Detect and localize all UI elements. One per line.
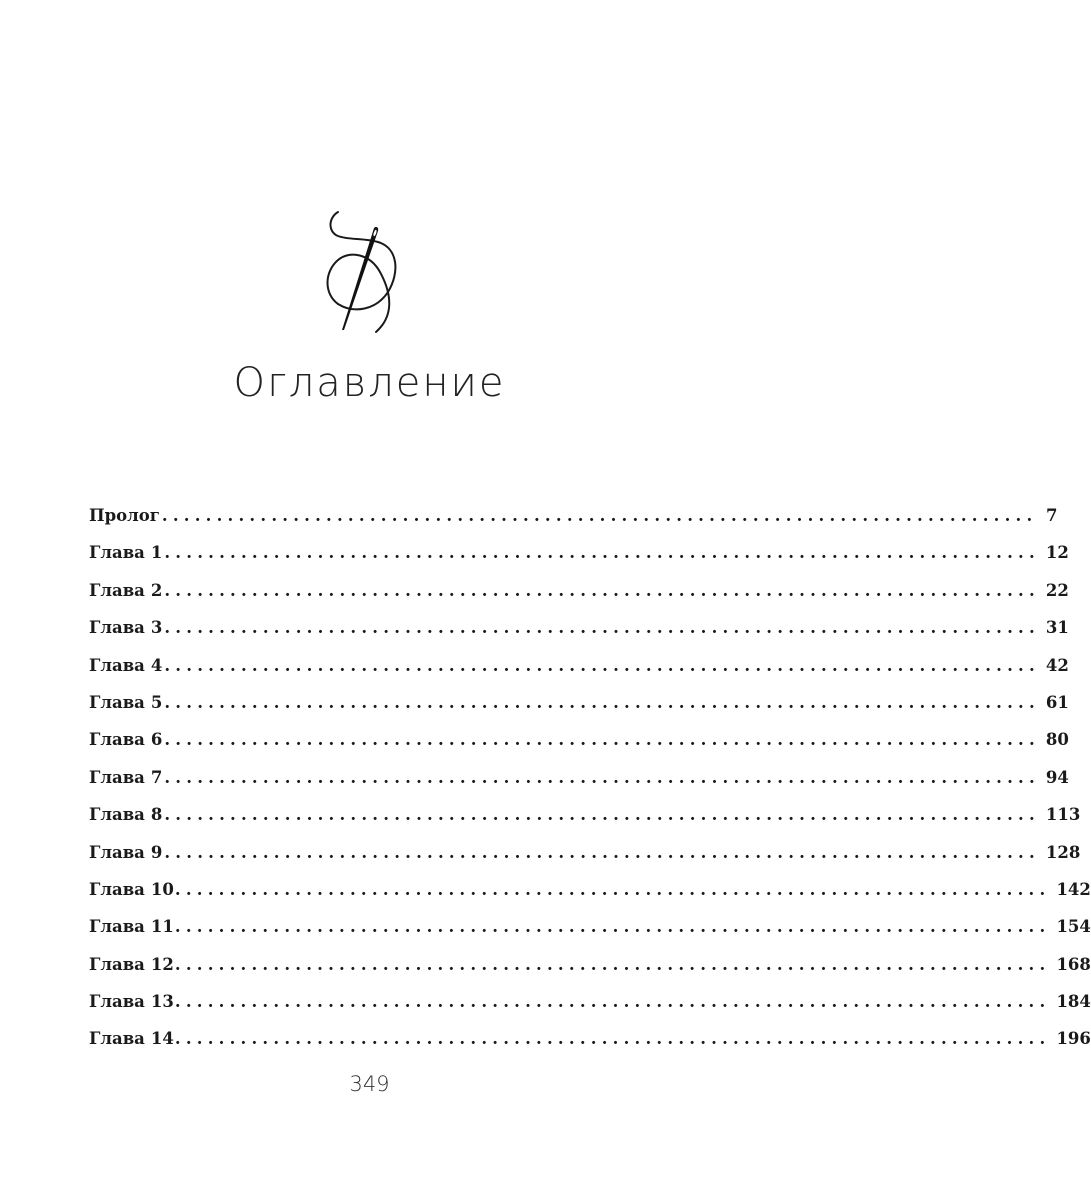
toc-entry-chapter-number: 14: [150, 1029, 174, 1049]
toc-entry[interactable]: [89, 684, 1069, 721]
toc-entry-page: 168: [1056, 954, 1091, 974]
toc-entry-label: Глава: [89, 954, 145, 974]
dot-leader: ................................................................................: [174, 1029, 1051, 1049]
dot-leader: ................................................................................: [174, 917, 1051, 937]
toc-entry-page: 128: [1045, 842, 1081, 862]
table-of-contents: [89, 497, 1091, 1058]
toc-entry-chapter-number: 11: [150, 917, 174, 937]
toc-entry-page: 142: [1056, 879, 1091, 899]
dot-leader: ................................................................................: [164, 655, 1040, 675]
toc-entry[interactable]: [89, 1020, 1091, 1057]
toc-entry-label: Глава: [89, 580, 145, 600]
toc-entry-label: Глава: [89, 655, 145, 675]
toc-entry-page: 80: [1045, 730, 1069, 750]
toc-entry-chapter-number: 7: [150, 767, 163, 787]
toc-entry-label: Глава: [89, 1029, 145, 1049]
toc-entry[interactable]: [89, 609, 1069, 646]
toc-entry[interactable]: [89, 946, 1091, 983]
toc-entry-label: Глава: [89, 767, 145, 787]
dot-leader: ................................................................................: [164, 842, 1040, 862]
dot-leader: ................................................................................: [174, 992, 1051, 1012]
dot-leader: ................................................................................: [164, 580, 1040, 600]
toc-entry[interactable]: [89, 834, 1081, 871]
page-number: 349: [349, 1072, 390, 1096]
toc-entry-label: Глава: [89, 805, 145, 825]
toc-entry-page: 113: [1045, 805, 1081, 825]
toc-entry[interactable]: [89, 908, 1091, 945]
toc-entry-label: Глава: [89, 543, 145, 563]
toc-entry-page: 154: [1056, 917, 1091, 937]
toc-entry-label: Глава: [89, 842, 145, 862]
toc-entry-label: Глава: [89, 730, 145, 750]
toc-entry-label: Глава: [89, 692, 145, 712]
toc-entry-chapter-number: 10: [150, 879, 174, 899]
toc-entry[interactable]: [89, 497, 1058, 534]
toc-entry-label: Пролог: [89, 506, 160, 525]
dot-leader: ................................................................................: [174, 954, 1051, 974]
toc-entry[interactable]: [89, 796, 1081, 833]
toc-entry-chapter-number: 2: [150, 580, 163, 600]
dot-leader: ................................................................................: [164, 805, 1040, 825]
needle-and-thread-icon: [318, 206, 402, 336]
toc-entry-chapter-number: 5: [150, 692, 163, 712]
toc-entry-chapter-number: 6: [150, 730, 163, 750]
toc-entry-label: Глава: [89, 618, 145, 638]
dot-leader: ................................................................................: [164, 692, 1040, 712]
toc-entry-page: 94: [1045, 767, 1069, 787]
toc-entry-label: Глава: [89, 992, 145, 1012]
toc-entry-page: 61: [1045, 692, 1069, 712]
toc-entry-page: 22: [1045, 580, 1069, 600]
toc-entry[interactable]: [89, 871, 1091, 908]
toc-entry[interactable]: [89, 572, 1069, 609]
toc-entry-page: 196: [1056, 1029, 1091, 1049]
toc-entry[interactable]: [89, 983, 1091, 1020]
toc-entry-chapter-number: 4: [150, 655, 163, 675]
toc-entry-chapter-number: 8: [150, 805, 163, 825]
toc-entry-chapter-number: 13: [150, 992, 174, 1012]
toc-entry-page: 31: [1045, 618, 1069, 638]
dot-leader: ................................................................................: [164, 543, 1040, 563]
toc-entry-page: 7: [1045, 506, 1058, 525]
toc-entry[interactable]: [89, 534, 1069, 571]
toc-entry-page: 42: [1045, 655, 1069, 675]
toc-entry-chapter-number: 1: [150, 543, 163, 563]
toc-entry-label: Глава: [89, 917, 145, 937]
toc-entry[interactable]: [89, 721, 1069, 758]
toc-entry-chapter-number: 12: [150, 954, 174, 974]
dot-leader: ................................................................................: [164, 730, 1040, 750]
dot-leader: ................................................................................: [164, 618, 1040, 638]
dot-leader: ................................................................................: [164, 767, 1040, 787]
page-title: Оглавление: [233, 360, 506, 406]
dot-leader: ................................................................................: [174, 879, 1051, 899]
toc-entry[interactable]: [89, 647, 1069, 684]
toc-entry-page: 12: [1045, 543, 1069, 563]
dot-leader: ................................................................................: [161, 506, 1038, 525]
toc-entry[interactable]: [89, 759, 1069, 796]
toc-entry-page: 184: [1056, 992, 1091, 1012]
toc-entry-chapter-number: 9: [150, 842, 163, 862]
toc-entry-label: Глава: [89, 879, 145, 899]
toc-entry-chapter-number: 3: [150, 618, 163, 638]
